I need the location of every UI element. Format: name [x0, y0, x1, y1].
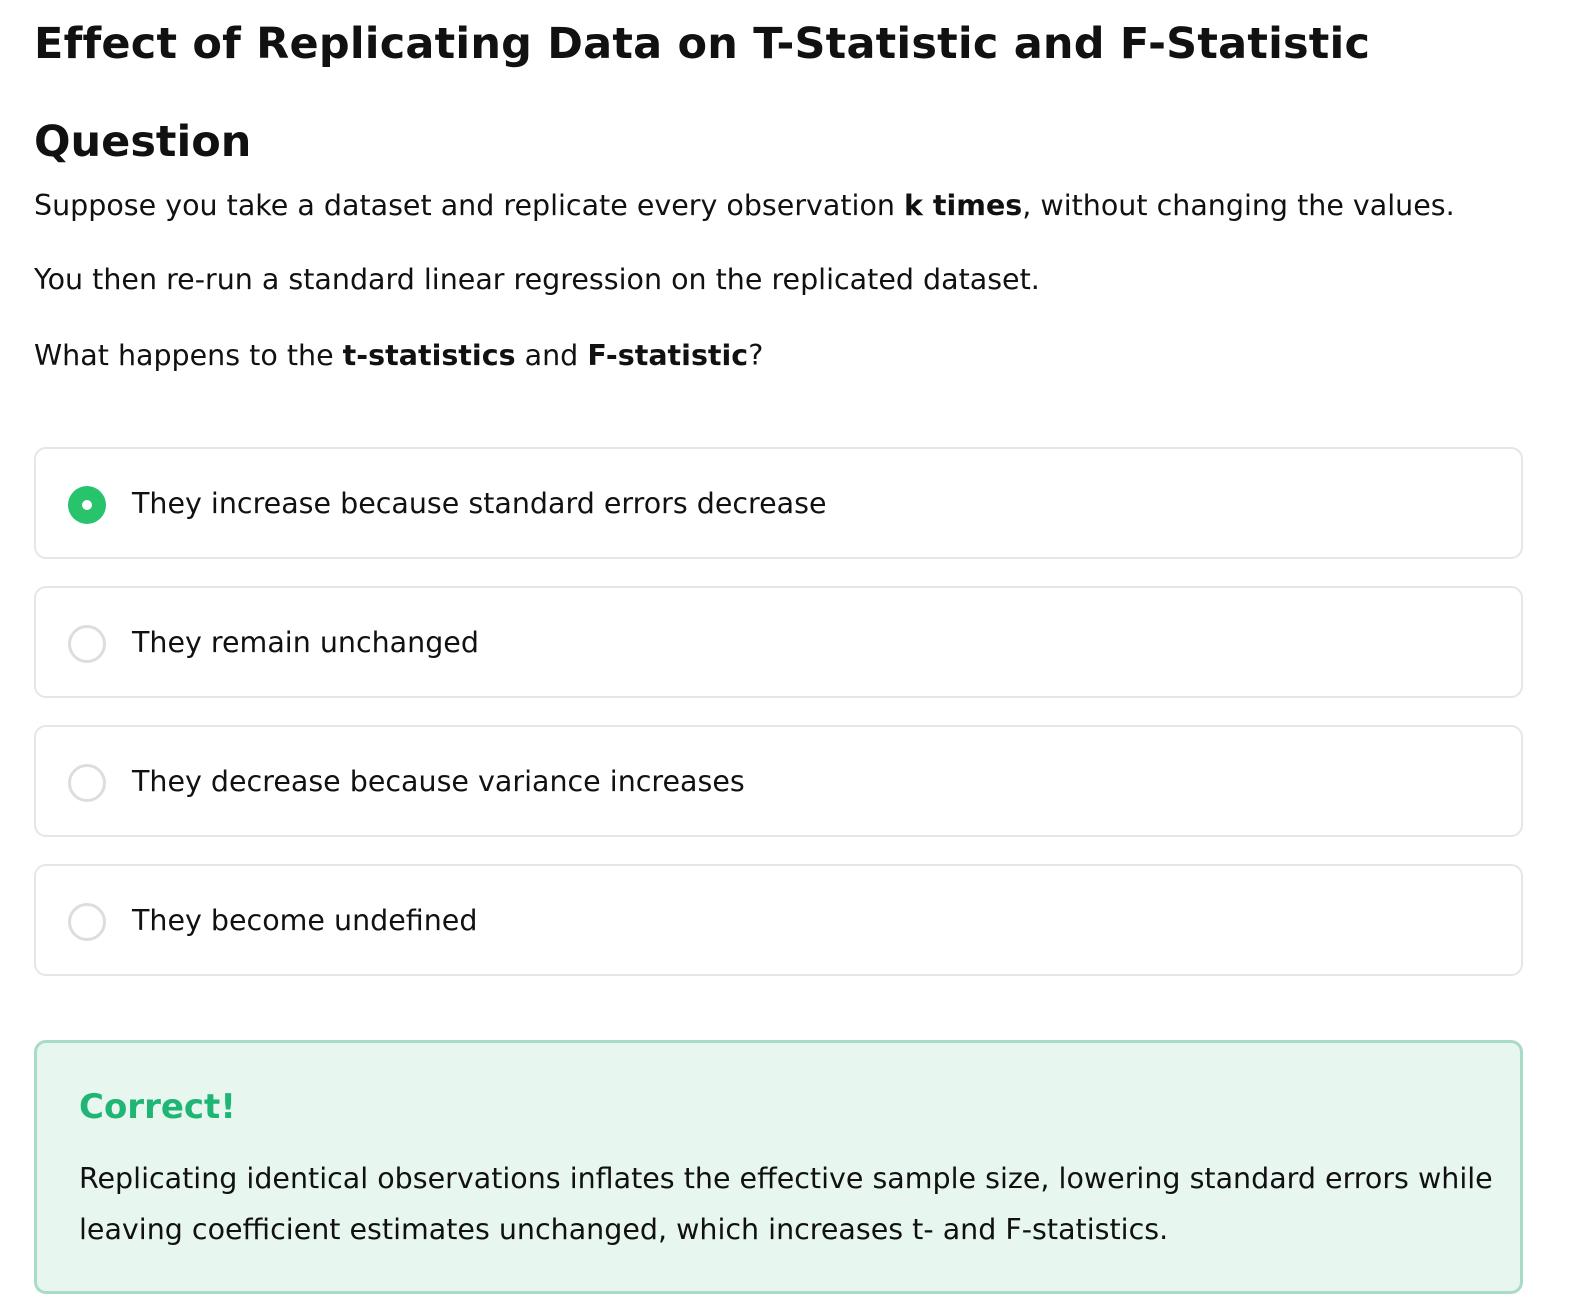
question-heading: Question [34, 117, 252, 167]
answer-options [34, 447, 1523, 1003]
question-text: ? [748, 339, 764, 372]
radio-button[interactable] [68, 903, 106, 941]
answer-option-label: They become undefined [132, 904, 478, 937]
radio-button[interactable] [68, 486, 106, 524]
question-emphasis: F-statistic [587, 339, 749, 372]
answer-option-4[interactable] [34, 864, 1523, 976]
feedback-title: Correct! [79, 1087, 236, 1127]
question-paragraph-3 [34, 336, 763, 376]
question-paragraph-1 [34, 186, 1455, 226]
feedback-text: Replicating identical observations inflates the effective sample size, lowering standard errors while leaving coefficient estimates unchanged, which increases t- and F-statistics. [79, 1162, 1493, 1246]
question-emphasis: k times [904, 189, 1023, 222]
question-paragraph-2: You then re-run a standard linear regression on the replicated dataset. [34, 263, 1040, 296]
answer-option-label: They remain unchanged [132, 626, 479, 659]
question-text: Suppose you take a dataset and replicate every observation [34, 189, 905, 222]
answer-option-2[interactable] [34, 586, 1523, 698]
question-emphasis: t-statistics [342, 339, 516, 372]
answer-option-label: They decrease because variance increases [132, 765, 745, 798]
radio-button[interactable] [68, 625, 106, 663]
answer-option-3[interactable] [34, 725, 1523, 837]
page-title: Effect of Replicating Data on T-Statistic and F-Statistic [34, 19, 1371, 69]
answer-option-1[interactable] [34, 447, 1523, 559]
feedback-panel [34, 1040, 1523, 1294]
question-text: , without changing the values. [1022, 189, 1455, 222]
question-text: and [515, 339, 588, 372]
answer-option-label: They increase because standard errors decrease [132, 487, 827, 520]
radio-button[interactable] [68, 764, 106, 802]
question-text: What happens to the [34, 339, 343, 372]
